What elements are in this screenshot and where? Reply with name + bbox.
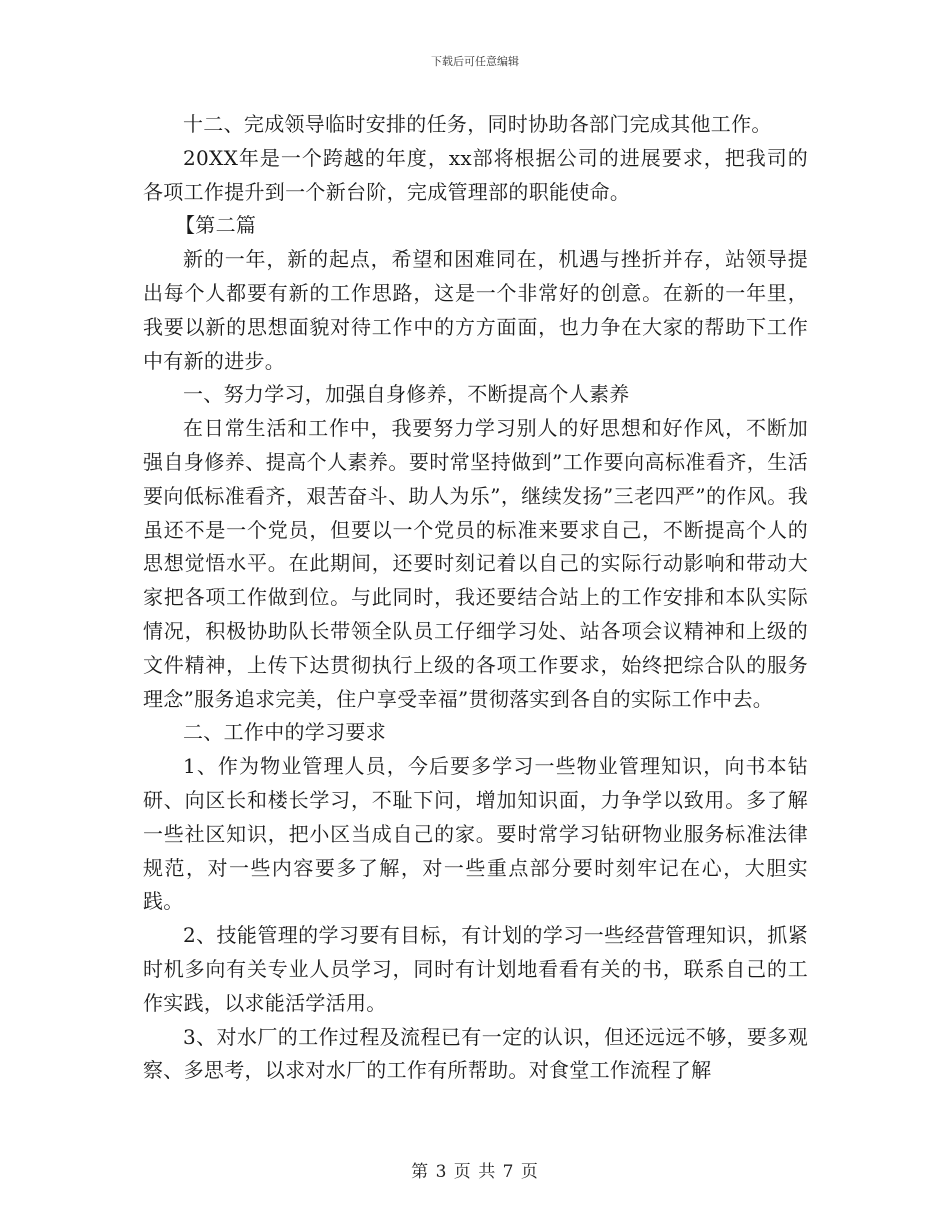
paragraph-item-3: 3、对水厂的工作过程及流程已有一定的认识，但还远远不够，要多观察、多思考，以求对水厂的工作有所帮助。对食堂工作流程了解 bbox=[143, 1024, 808, 1083]
section-title-second: 【第二篇 bbox=[175, 213, 257, 238]
paragraph-task-twelve: 十二、完成领导临时安排的任务，同时协助各部门完成其他工作。 bbox=[183, 112, 772, 136]
heading-study-self-cultivation: 一、努力学习，加强自身修养，不断提高个人素养 bbox=[183, 382, 630, 407]
heading-learning-requirements: 二、工作中的学习要求 bbox=[183, 720, 386, 745]
paragraph-item-1: 1、作为物业管理人员，今后要多学习一些物业管理知识，向书本钻研、向区长和楼长学习，不耻下问，增加知识面，力争学以致用。多了解一些社区知识，把小区当成自己的家。要时常学习钻研物业服务标准法律规范，对一些内容要多了解，对一些重点部分要时刻牢记在心，大胆实践。 bbox=[143, 754, 808, 914]
document-body bbox=[143, 108, 808, 1088]
paragraph-new-year-intro: 新的一年，新的起点，希望和困难同在，机遇与挫折并存，站领导提出每个人都要有新的工作思路，这是一个非常好的创意。在新的一年里，我要以新的思想面貌对待工作中的方方面面，也力争在大家的帮助下工作中有新的进步。 bbox=[143, 247, 808, 373]
page-number: 第 3 页 共 7 页 bbox=[411, 1162, 539, 1182]
page-header-note: 下载后可任意编辑 bbox=[431, 55, 519, 68]
paragraph-year-summary: 20XX年是一个跨越的年度，xx部将根据公司的进展要求，把我司的各项工作提升到一个新台阶，完成管理部的职能使命。 bbox=[143, 145, 808, 204]
paragraph-item-2: 2、技能管理的学习要有目标，有计划的学习一些经营管理知识，抓紧时机多向有关专业人员学习，同时有计划地看看有关的书，联系自己的工作实践，以求能活学活用。 bbox=[143, 923, 808, 1015]
paragraph-daily-life-work: 在日常生活和工作中，我要努力学习别人的好思想和好作风，不断加强自身修养、提高个人素养。要时常坚持做到”工作要向高标准看齐，生活要向低标准看齐，艰苦奋斗、助人为乐”，继续发扬”三老四严”的作风。我虽还不是一个党员，但要以一个党员的标准来要求自己，不断提高个人的思想觉悟水平。在此期间，还要时刻记着以自己的实际行动影响和带动大家把各项工作做到位。与此同时，我还要结合站上的工作安排和本队实际情况，积极协助队长带领全队员工仔细学习处、站各项会议精神和上级的文件精神，上传下达贯彻执行上级的各项工作要求，始终把综合队的服务理念”服务追求完美，住户享受幸福”贯彻落实到各自的实际工作中去。 bbox=[143, 416, 808, 711]
